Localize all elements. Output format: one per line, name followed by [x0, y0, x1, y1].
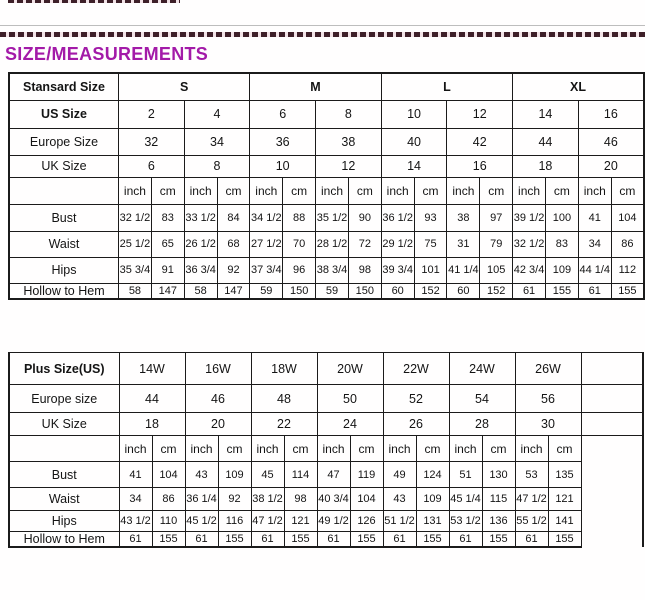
units-cell: cm	[416, 436, 449, 462]
measure-cell: 42 3/4	[513, 257, 546, 283]
header-cell: 16	[578, 100, 644, 128]
measure-cell: 121	[284, 511, 317, 532]
header-cell: 34	[184, 128, 250, 155]
row-label: UK Size	[9, 155, 118, 177]
measure-cell: 31	[447, 231, 480, 257]
measure-cell: 72	[348, 231, 381, 257]
measure-cell: 83	[151, 204, 184, 231]
measure-cell: 36 1/4	[185, 488, 218, 511]
measure-cell: 26 1/2	[184, 231, 217, 257]
measure-cell: 155	[416, 532, 449, 548]
units-cell: cm	[546, 177, 579, 204]
units-cell: inch	[185, 436, 218, 462]
units-cell: inch	[383, 436, 416, 462]
measure-cell: 109	[218, 462, 251, 488]
measure-cell: 43	[185, 462, 218, 488]
measure-cell: 141	[548, 511, 581, 532]
row-label: UK Size	[9, 413, 119, 436]
row-label: Plus Size(US)	[9, 353, 119, 385]
measure-cell: 34	[578, 231, 611, 257]
row-label: Europe Size	[9, 128, 118, 155]
row-label: Stansard Size	[9, 73, 118, 100]
measure-cell: 28 1/2	[316, 231, 349, 257]
table-row	[9, 511, 643, 532]
units-cell: cm	[414, 177, 447, 204]
table-row	[9, 177, 644, 204]
header-cell: 4	[184, 100, 250, 128]
measure-cell: 25 1/2	[118, 231, 151, 257]
header-cell: 26W	[515, 353, 581, 385]
measure-cell: 150	[348, 283, 381, 299]
measure-cell: 116	[218, 511, 251, 532]
measure-cell: 41 1/4	[447, 257, 480, 283]
measure-cell: 155	[284, 532, 317, 548]
measure-cell: 37 3/4	[250, 257, 283, 283]
measure-cell: 49	[383, 462, 416, 488]
units-cell: inch	[251, 436, 284, 462]
header-cell: 18	[119, 413, 185, 436]
measure-cell: 36 1/2	[381, 204, 414, 231]
measure-cell: 34	[119, 488, 152, 511]
measure-cell: 68	[217, 231, 250, 257]
measure-cell: 49 1/2	[317, 511, 350, 532]
measure-cell: 45	[251, 462, 284, 488]
header-cell: 28	[449, 413, 515, 436]
measure-cell: 34 1/2	[250, 204, 283, 231]
units-cell: inch	[184, 177, 217, 204]
row-label: Waist	[9, 231, 118, 257]
measure-cell: 114	[284, 462, 317, 488]
measure-cell: 155	[350, 532, 383, 548]
measure-cell: 41	[578, 204, 611, 231]
measure-cell: 61	[251, 532, 284, 548]
measure-cell: 97	[480, 204, 513, 231]
header-cell: 10	[381, 100, 447, 128]
measure-cell: 75	[414, 231, 447, 257]
header-cell: 18W	[251, 353, 317, 385]
header-cell: XL	[513, 73, 644, 100]
empty-cell	[581, 413, 643, 436]
units-cell: inch	[250, 177, 283, 204]
measure-cell: 91	[151, 257, 184, 283]
measure-cell: 86	[152, 488, 185, 511]
units-cell: inch	[119, 436, 152, 462]
measure-cell: 93	[414, 204, 447, 231]
measure-cell: 61	[578, 283, 611, 299]
measure-cell: 41	[119, 462, 152, 488]
measure-cell: 96	[283, 257, 316, 283]
table-row	[9, 436, 643, 462]
header-cell: 24	[317, 413, 383, 436]
units-cell: inch	[578, 177, 611, 204]
table-row	[9, 532, 643, 548]
header-cell: 56	[515, 385, 581, 413]
measure-cell: 121	[548, 488, 581, 511]
measure-cell: 38 1/2	[251, 488, 284, 511]
header-cell: 20	[185, 413, 251, 436]
units-cell: cm	[218, 436, 251, 462]
measure-cell: 119	[350, 462, 383, 488]
measure-cell: 38 3/4	[316, 257, 349, 283]
measure-cell: 90	[348, 204, 381, 231]
measure-cell: 147	[151, 283, 184, 299]
table-row	[9, 204, 644, 231]
header-cell: M	[250, 73, 381, 100]
measure-cell: 130	[482, 462, 515, 488]
header-cell: 54	[449, 385, 515, 413]
header-cell: 6	[250, 100, 316, 128]
measure-cell: 92	[218, 488, 251, 511]
row-label	[9, 436, 119, 462]
units-cell: inch	[515, 436, 548, 462]
measure-cell: 51 1/2	[383, 511, 416, 532]
header-cell: 42	[447, 128, 513, 155]
header-cell: 48	[251, 385, 317, 413]
measure-cell: 109	[416, 488, 449, 511]
measure-cell: 84	[217, 204, 250, 231]
units-cell: cm	[151, 177, 184, 204]
measure-cell: 40 3/4	[317, 488, 350, 511]
measure-cell: 98	[348, 257, 381, 283]
measure-cell: 92	[217, 257, 250, 283]
header-cell: 20	[578, 155, 644, 177]
empty-cell	[581, 385, 643, 413]
measure-cell: 65	[151, 231, 184, 257]
units-cell: cm	[217, 177, 250, 204]
top-partial-dashed-line	[8, 0, 180, 3]
measure-cell: 44 1/4	[578, 257, 611, 283]
measure-cell: 110	[152, 511, 185, 532]
measure-cell: 36 3/4	[184, 257, 217, 283]
header-cell: L	[381, 73, 512, 100]
empty-cell	[581, 353, 643, 385]
header-cell: 14	[513, 100, 579, 128]
row-label: Hollow to Hem	[9, 283, 118, 299]
measure-cell: 58	[184, 283, 217, 299]
table-row	[9, 462, 643, 488]
table-row	[9, 257, 644, 283]
measure-cell: 32 1/2	[513, 231, 546, 257]
header-cell: 36	[250, 128, 316, 155]
measure-cell: 59	[316, 283, 349, 299]
header-cell: 38	[316, 128, 382, 155]
measure-cell: 104	[152, 462, 185, 488]
units-cell: inch	[449, 436, 482, 462]
measure-cell: 83	[546, 231, 579, 257]
measure-cell: 155	[482, 532, 515, 548]
measure-cell: 55 1/2	[515, 511, 548, 532]
measure-cell: 155	[548, 532, 581, 548]
header-cell: 46	[578, 128, 644, 155]
header-cell: 2	[118, 100, 184, 128]
row-label: Bust	[9, 204, 118, 231]
units-cell: inch	[316, 177, 349, 204]
header-cell: 14	[381, 155, 447, 177]
units-cell: inch	[317, 436, 350, 462]
measure-cell: 38	[447, 204, 480, 231]
measure-cell: 35 1/2	[316, 204, 349, 231]
measure-cell: 155	[218, 532, 251, 548]
measure-cell: 45 1/4	[449, 488, 482, 511]
measure-cell: 61	[515, 532, 548, 548]
units-cell: inch	[447, 177, 480, 204]
standard-size-table	[8, 72, 645, 300]
table-row	[9, 155, 644, 177]
header-cell: 8	[316, 100, 382, 128]
measure-cell: 53 1/2	[449, 511, 482, 532]
measure-cell: 60	[381, 283, 414, 299]
measure-cell: 47 1/2	[515, 488, 548, 511]
measure-cell: 47 1/2	[251, 511, 284, 532]
header-cell: 12	[447, 100, 513, 128]
table-row	[9, 100, 644, 128]
measure-cell: 43	[383, 488, 416, 511]
row-label: Hips	[9, 257, 118, 283]
units-cell: inch	[118, 177, 151, 204]
thin-divider-line	[0, 25, 645, 26]
header-cell: 22W	[383, 353, 449, 385]
measure-cell: 43 1/2	[119, 511, 152, 532]
header-cell: 22	[251, 413, 317, 436]
measure-cell: 104	[611, 204, 644, 231]
units-cell: cm	[548, 436, 581, 462]
measure-cell: 101	[414, 257, 447, 283]
measure-cell: 61	[513, 283, 546, 299]
header-cell: 16	[447, 155, 513, 177]
measure-cell: 109	[546, 257, 579, 283]
measure-cell: 35 3/4	[118, 257, 151, 283]
units-cell: cm	[480, 177, 513, 204]
measure-cell: 155	[546, 283, 579, 299]
header-cell: 14W	[119, 353, 185, 385]
measure-cell: 152	[414, 283, 447, 299]
measure-cell: 47	[317, 462, 350, 488]
table-row	[9, 283, 644, 299]
dashed-separator-line	[0, 32, 645, 37]
table-row	[9, 353, 643, 385]
measure-cell: 131	[416, 511, 449, 532]
measure-cell: 79	[480, 231, 513, 257]
header-cell: 50	[317, 385, 383, 413]
plus-size-table	[8, 352, 644, 548]
measure-cell: 136	[482, 511, 515, 532]
header-cell: 32	[118, 128, 184, 155]
measure-cell: 59	[250, 283, 283, 299]
measure-cell: 61	[383, 532, 416, 548]
measure-cell: 105	[480, 257, 513, 283]
measure-cell: 86	[611, 231, 644, 257]
page-title: SIZE/MEASUREMENTS	[5, 44, 209, 64]
measure-cell: 88	[283, 204, 316, 231]
measure-cell: 27 1/2	[250, 231, 283, 257]
measure-cell: 60	[447, 283, 480, 299]
measure-cell: 135	[548, 462, 581, 488]
units-cell: cm	[348, 177, 381, 204]
header-cell: 30	[515, 413, 581, 436]
measure-cell: 61	[317, 532, 350, 548]
table-row	[9, 73, 644, 100]
header-cell: 20W	[317, 353, 383, 385]
header-cell: 44	[513, 128, 579, 155]
measure-cell: 39 1/2	[513, 204, 546, 231]
measure-cell: 124	[416, 462, 449, 488]
table-row	[9, 128, 644, 155]
row-label: Bust	[9, 462, 119, 488]
measure-cell: 32 1/2	[118, 204, 151, 231]
units-cell: cm	[611, 177, 644, 204]
units-cell: inch	[513, 177, 546, 204]
units-cell: cm	[482, 436, 515, 462]
row-label: US Size	[9, 100, 118, 128]
units-cell: inch	[381, 177, 414, 204]
header-cell: 46	[185, 385, 251, 413]
header-cell: S	[118, 73, 249, 100]
header-cell: 40	[381, 128, 447, 155]
measure-cell: 98	[284, 488, 317, 511]
measure-cell: 126	[350, 511, 383, 532]
header-cell: 24W	[449, 353, 515, 385]
measure-cell: 53	[515, 462, 548, 488]
measure-cell: 112	[611, 257, 644, 283]
measure-cell: 115	[482, 488, 515, 511]
header-cell: 6	[118, 155, 184, 177]
header-cell: 44	[119, 385, 185, 413]
header-cell: 16W	[185, 353, 251, 385]
header-cell: 12	[316, 155, 382, 177]
measure-cell: 61	[185, 532, 218, 548]
header-cell: 18	[513, 155, 579, 177]
measure-cell: 51	[449, 462, 482, 488]
units-cell: cm	[284, 436, 317, 462]
table-row	[9, 413, 643, 436]
row-label: Hips	[9, 511, 119, 532]
measure-cell: 100	[546, 204, 579, 231]
measure-cell: 147	[217, 283, 250, 299]
header-cell: 10	[250, 155, 316, 177]
measure-cell: 61	[119, 532, 152, 548]
table-row	[9, 231, 644, 257]
row-label	[9, 177, 118, 204]
row-label: Europe size	[9, 385, 119, 413]
empty-cell	[581, 436, 643, 548]
measure-cell: 104	[350, 488, 383, 511]
measure-cell: 155	[152, 532, 185, 548]
header-cell: 8	[184, 155, 250, 177]
row-label: Waist	[9, 488, 119, 511]
measure-cell: 61	[449, 532, 482, 548]
measure-cell: 152	[480, 283, 513, 299]
measure-cell: 150	[283, 283, 316, 299]
units-cell: cm	[350, 436, 383, 462]
units-cell: cm	[283, 177, 316, 204]
table-row	[9, 488, 643, 511]
header-cell: 26	[383, 413, 449, 436]
measure-cell: 33 1/2	[184, 204, 217, 231]
units-cell: cm	[152, 436, 185, 462]
measure-cell: 70	[283, 231, 316, 257]
measure-cell: 155	[611, 283, 644, 299]
measure-cell: 39 3/4	[381, 257, 414, 283]
measure-cell: 58	[118, 283, 151, 299]
header-cell: 52	[383, 385, 449, 413]
table-row	[9, 385, 643, 413]
measure-cell: 29 1/2	[381, 231, 414, 257]
measure-cell: 45 1/2	[185, 511, 218, 532]
row-label: Hollow to Hem	[9, 532, 119, 548]
